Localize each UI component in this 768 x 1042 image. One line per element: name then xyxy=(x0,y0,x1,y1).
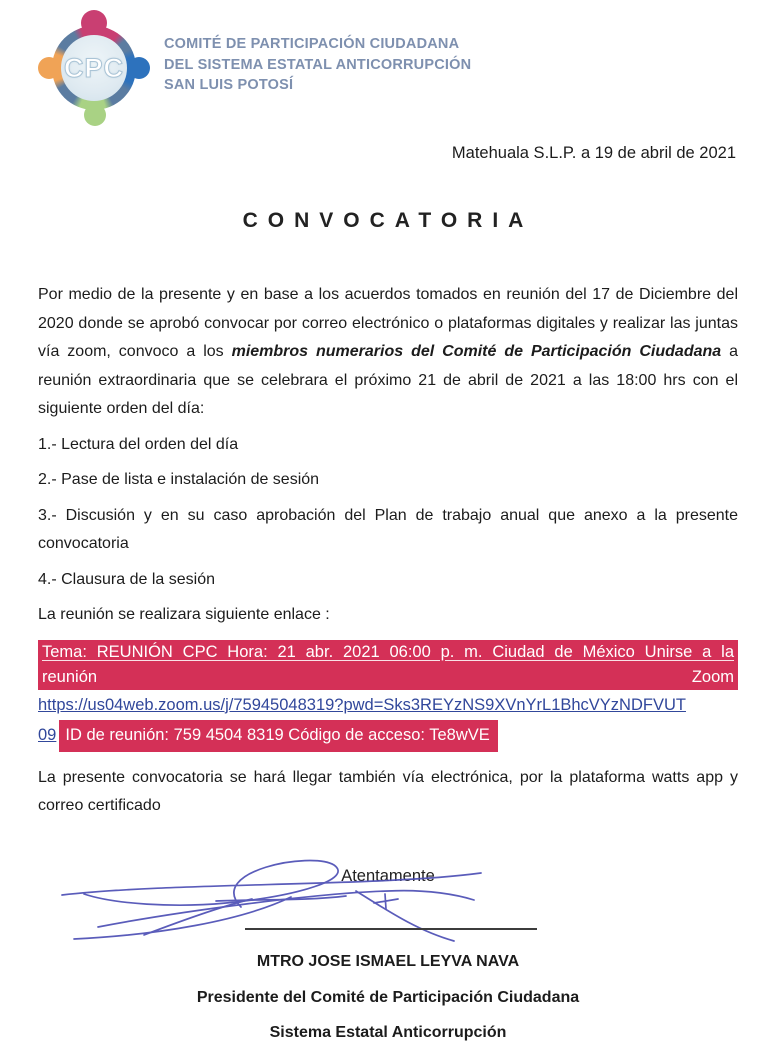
agenda-item-4: 4.- Clausura de la sesión xyxy=(38,570,215,588)
link-intro: La reunión se realizara siguiente enlace : xyxy=(38,606,330,623)
logo-acronym: CPC xyxy=(63,52,124,83)
zoom-highlight-line2-right: Zoom xyxy=(691,667,734,686)
signature-line xyxy=(245,928,537,930)
meeting-id-highlight: ID de reunión: 759 4504 8319 Código de acceso: Te8wVE xyxy=(59,720,497,752)
logo-ring-inner xyxy=(61,35,127,101)
meeting-url-link[interactable]: https://us04web.zoom.us/j/75945048319?pwd=Sks3REYzNS9XVnYrL1BhcVYzNDFVUT xyxy=(38,695,686,714)
zoom-invitation-block xyxy=(38,640,738,752)
zoom-highlight-line1: Tema: REUNIÓN CPC Hora: 21 abr. 2021 06:00 p. m. Ciudad de México Unirse a la xyxy=(38,640,738,665)
intro-paragraph xyxy=(38,281,738,424)
dateline: Matehuala S.L.P. a 19 de abril de 2021 xyxy=(451,144,736,162)
logo-dot-right xyxy=(128,57,150,79)
closing-paragraph: La presente convocatoria se hará llegar también vía electrónica, por la plataforma watts app y correo certificado xyxy=(38,768,738,814)
agenda-item-1: 1.- Lectura del orden del día xyxy=(38,435,239,453)
salutation: Atentamente xyxy=(341,866,435,885)
agenda-item-3: 3.- Discusión y en su caso aprobación del Plan de trabajo anual que anexo a la presente convocatoria xyxy=(38,506,738,552)
org-name-line-2: DEL SISTEMA ESTATAL ANTICORRUPCIÓN xyxy=(164,56,472,73)
signature-area xyxy=(38,847,738,947)
cpc-logo xyxy=(38,8,150,126)
zoom-highlight-line2 xyxy=(38,665,738,690)
intro-text-post: a reunión extraordinaria que se celebrara el próximo 21 de abril de 2021 a las 18:00 hrs con el siguiente orden del día: xyxy=(38,343,738,417)
logo-dot-bottom xyxy=(84,104,106,126)
signatory-role: Presidente del Comité de Participación Ciudadana xyxy=(196,988,580,1006)
zoom-highlight-line2-left: reunión xyxy=(42,667,98,686)
meeting-url-line xyxy=(38,692,738,719)
intro-emphasis: miembros numerarios del Comité de Participación Ciudadana xyxy=(231,343,722,360)
logo-ring xyxy=(52,26,136,110)
intro-text-pre: Por medio de la presente y en base a los acuerdos tomados en reunión del 17 de Diciembre del 2020 donde se aprobó convocar por correo electrónico o plataformas digitales y realizar las juntas vía zoom, convoco a los xyxy=(38,286,738,360)
org-name-line-3: SAN LUIS POTOSÍ xyxy=(164,77,294,94)
meeting-id-row xyxy=(38,720,738,752)
agenda-list xyxy=(38,431,738,595)
logo-dot-left xyxy=(38,57,60,79)
signatory-name: MTRO JOSE ISMAEL LEYVA NAVA xyxy=(256,952,520,970)
agenda-item-2: 2.- Pase de lista e instalación de sesión xyxy=(38,471,320,488)
meeting-url-wrap-prefix[interactable]: 09 xyxy=(38,726,57,744)
org-name xyxy=(164,8,471,96)
org-name-line-1: COMITÉ DE PARTICIPACIÓN CIUDADANA xyxy=(164,36,460,52)
letterhead xyxy=(38,8,738,126)
signatory-org: Sistema Estatal Anticorrupción xyxy=(269,1023,507,1041)
document-title: CONVOCATORIA xyxy=(242,209,534,232)
signature-ink xyxy=(56,849,496,949)
